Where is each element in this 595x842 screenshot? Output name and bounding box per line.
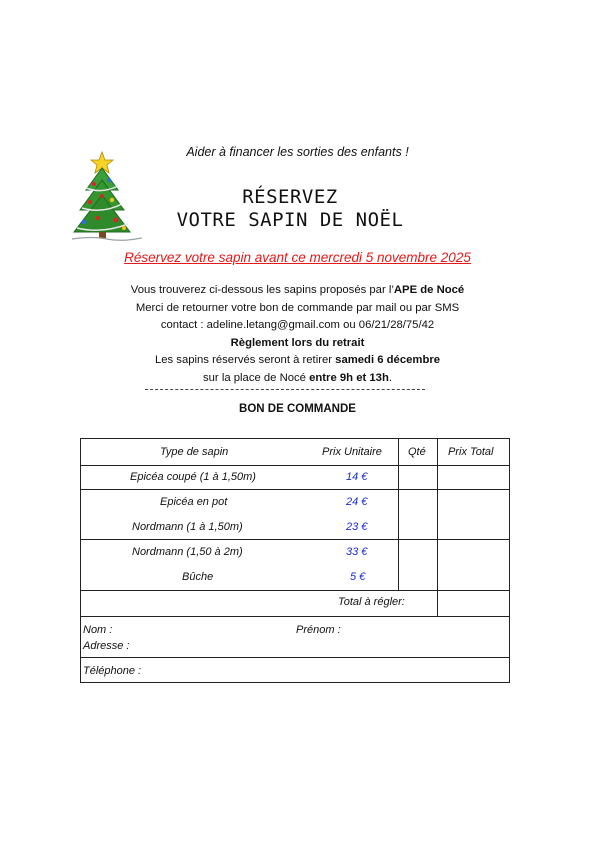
row-type: Nordmann (1 à 1,50m) — [132, 521, 243, 533]
row-price: 14 € — [346, 471, 368, 483]
title-line-2: VOTRE SAPIN DE NOËL — [176, 209, 404, 231]
table-border — [509, 438, 510, 683]
divider — [145, 389, 425, 391]
page-title — [160, 186, 420, 232]
order-table — [80, 438, 510, 683]
row-divider — [80, 489, 510, 490]
intro-text — [60, 282, 535, 388]
intro-line-1: Vous trouverez ci-dessous les sapins proposés par l’APE de Nocé — [130, 284, 465, 296]
row-divider — [80, 465, 510, 466]
table-border — [80, 438, 510, 439]
intro-line-6: sur la place de Nocé entre 9h et 13h. — [202, 371, 392, 384]
header-total: Prix Total — [448, 446, 494, 458]
row-divider — [80, 657, 510, 658]
row-divider — [80, 616, 510, 617]
row-price: 23 € — [346, 521, 368, 533]
total-label: Total à régler: — [338, 596, 405, 608]
prenom-label[interactable]: Prénom : — [296, 624, 341, 636]
intro-line-5: Les sapins réservés seront à retirer samedi 6 décembre — [154, 354, 441, 367]
christmas-tree-icon — [72, 150, 142, 242]
header-type: Type de sapin — [160, 446, 229, 458]
row-price: 5 € — [350, 571, 366, 583]
title-line-1: RÉSERVEZ — [242, 186, 338, 208]
telephone-label[interactable]: Téléphone : — [83, 665, 142, 677]
col-divider — [398, 438, 399, 591]
header-quantity: Qté — [408, 446, 426, 458]
row-divider — [80, 590, 510, 591]
table-border — [80, 682, 510, 683]
row-type: Epicéa en pot — [160, 496, 228, 508]
deadline-notice: Réservez votre sapin avant ce mercredi 5 novembre 2025 — [124, 250, 471, 265]
intro-line-2: Merci de retourner votre bon de commande par mail ou par SMS — [135, 301, 460, 314]
table-border — [80, 438, 81, 683]
nom-label[interactable]: Nom : — [83, 624, 113, 636]
row-type: Nordmann (1,50 à 2m) — [132, 546, 243, 558]
adresse-label[interactable]: Adresse : — [83, 640, 130, 652]
header-unit-price: Prix Unitaire — [322, 446, 382, 458]
row-price: 24 € — [346, 496, 368, 508]
intro-line-3: contact : adeline.letang@gmail.com ou 06/21/28/75/42 — [160, 319, 435, 332]
row-type: Bûche — [182, 571, 214, 583]
intro-line-4: Règlement lors du retrait — [230, 336, 365, 349]
tagline: Aider à financer les sorties des enfants ! — [186, 145, 409, 159]
row-price: 33 € — [346, 546, 368, 558]
order-form-title: BON DE COMMANDE — [239, 403, 356, 415]
col-divider — [437, 438, 438, 617]
row-divider — [80, 539, 510, 540]
row-type: Epicéa coupé (1 à 1,50m) — [130, 471, 256, 483]
